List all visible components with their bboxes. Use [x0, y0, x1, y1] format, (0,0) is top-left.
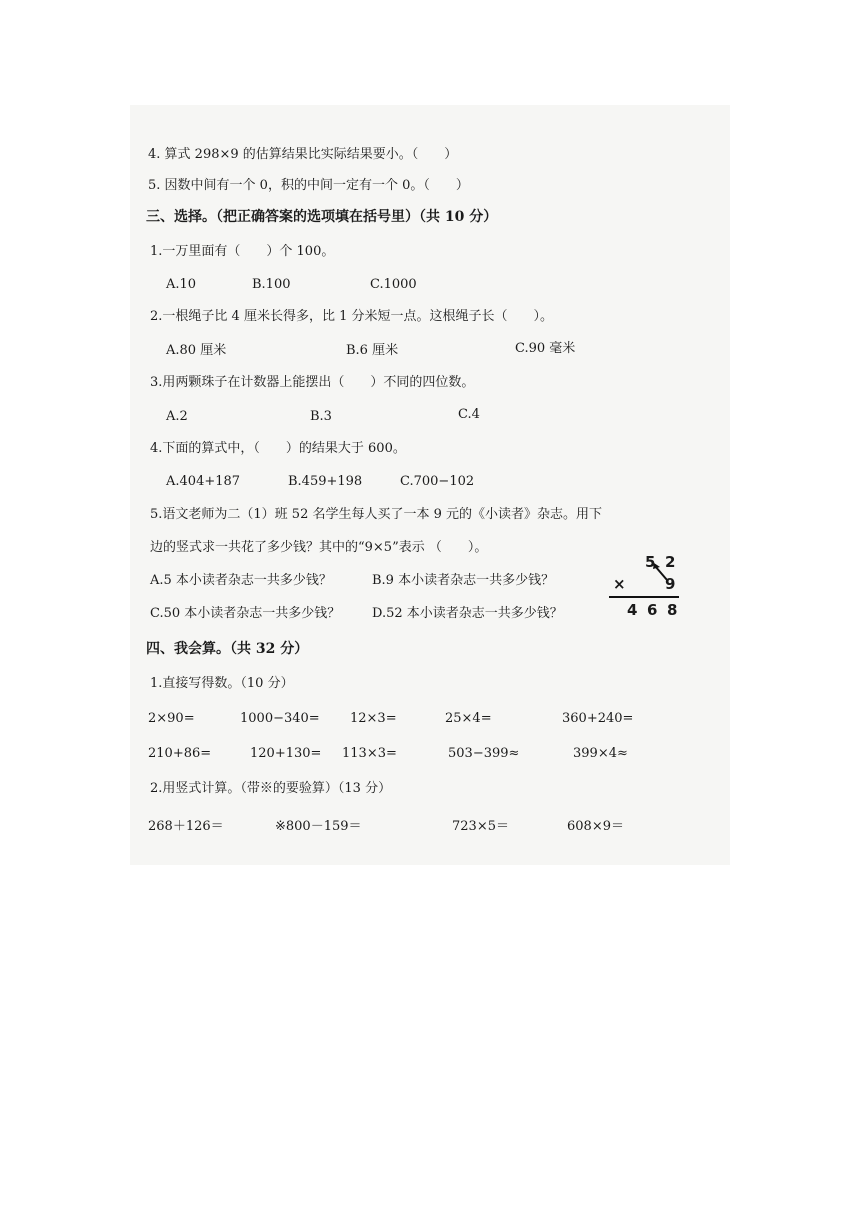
choice-q4: 4.下面的算式中，（ ）的结果大于 600。: [150, 441, 406, 456]
calc-sub2-title: 2.用竖式计算。（带※的要验算）（13 分）: [150, 781, 392, 796]
calc-top-digit-2: 2: [665, 553, 676, 571]
calc-top-digit-1: 5: [645, 553, 656, 571]
choice-q2-a: A.80 厘米: [166, 343, 227, 358]
oral-calc-6: 210+86=: [148, 746, 212, 761]
oral-calc-9: 503−399≈: [448, 746, 520, 761]
judge-q4: 4. 算式 298×9 的估算结果比实际结果要小。（ ）: [148, 147, 458, 162]
choice-q4-a: A.404+187: [166, 474, 241, 489]
choice-q2-b: B.6 厘米: [346, 343, 399, 358]
oral-calc-3: 12×3=: [350, 711, 397, 726]
choice-q1-b: B.100: [252, 277, 291, 292]
oral-calc-4: 25×4=: [445, 711, 492, 726]
choice-q4-b: B.459+198: [288, 474, 363, 489]
calc-result-digit-2: 6: [647, 601, 658, 619]
section-4-heading: 四、我会算。（共 32 分）: [146, 641, 309, 657]
calc-rule: [609, 596, 679, 598]
choice-q5-d: D.52 本小读者杂志一共多少钱？: [372, 606, 563, 621]
calc-sub1-title: 1.直接写得数。（10 分）: [150, 676, 294, 691]
choice-q5-b: B.9 本小读者杂志一共多少钱？: [372, 573, 555, 588]
written-calc-1: 268＋126＝: [148, 819, 224, 834]
choice-q3: 3.用两颗珠子在计数器上能摆出（ ）不同的四位数。: [150, 375, 475, 390]
oral-calc-7: 120+130=: [250, 746, 322, 761]
judge-q5: 5. 因数中间有一个 0，积的中间一定有一个 0。（ ）: [148, 178, 469, 193]
calc-multiplier: 9: [665, 575, 676, 593]
choice-q4-c: C.700−102: [400, 474, 475, 489]
oral-calc-1: 2×90=: [148, 711, 195, 726]
choice-q1-c: C.1000: [370, 277, 417, 292]
vertical-calculation: [607, 554, 682, 624]
oral-calc-8: 113×3=: [342, 746, 397, 761]
choice-q3-a: A.2: [166, 409, 188, 424]
written-calc-4: 608×9＝: [567, 819, 624, 834]
choice-q2-c: C.90 毫米: [515, 341, 576, 356]
choice-q2: 2.一根绳子比 4 厘米长得多，比 1 分米短一点。这根绳子长（ ）。: [150, 309, 553, 324]
oral-calc-5: 360+240=: [562, 711, 634, 726]
calc-result-digit-1: 4: [627, 601, 638, 619]
choice-q1: 1.一万里面有（ ）个 100。: [150, 244, 335, 259]
choice-q1-a: A.10: [166, 277, 197, 292]
section-3-heading: 三、选择。（把正确答案的选项填在括号里）（共 10 分）: [146, 209, 498, 225]
choice-q5-a: A.5 本小读者杂志一共多少钱？: [150, 573, 332, 588]
choice-q3-c: C.4: [458, 407, 480, 422]
written-calc-3: 723×5＝: [452, 819, 509, 834]
choice-q5-c: C.50 本小读者杂志一共多少钱？: [150, 606, 341, 621]
calc-result-digit-3: 8: [667, 601, 678, 619]
choice-q5-line1: 5.语文老师为二（1）班 52 名学生每人买了一本 9 元的《小读者》杂志。用下: [150, 507, 603, 522]
choice-q3-b: B.3: [310, 409, 332, 424]
written-calc-2: ※800－159＝: [275, 819, 362, 834]
oral-calc-10: 399×4≈: [573, 746, 628, 761]
oral-calc-2: 1000−340=: [240, 711, 320, 726]
choice-q5-line2: 边的竖式求一共花了多少钱？其中的“9×5”表示 （ ）。: [150, 540, 488, 555]
calc-operator: ×: [613, 575, 626, 593]
